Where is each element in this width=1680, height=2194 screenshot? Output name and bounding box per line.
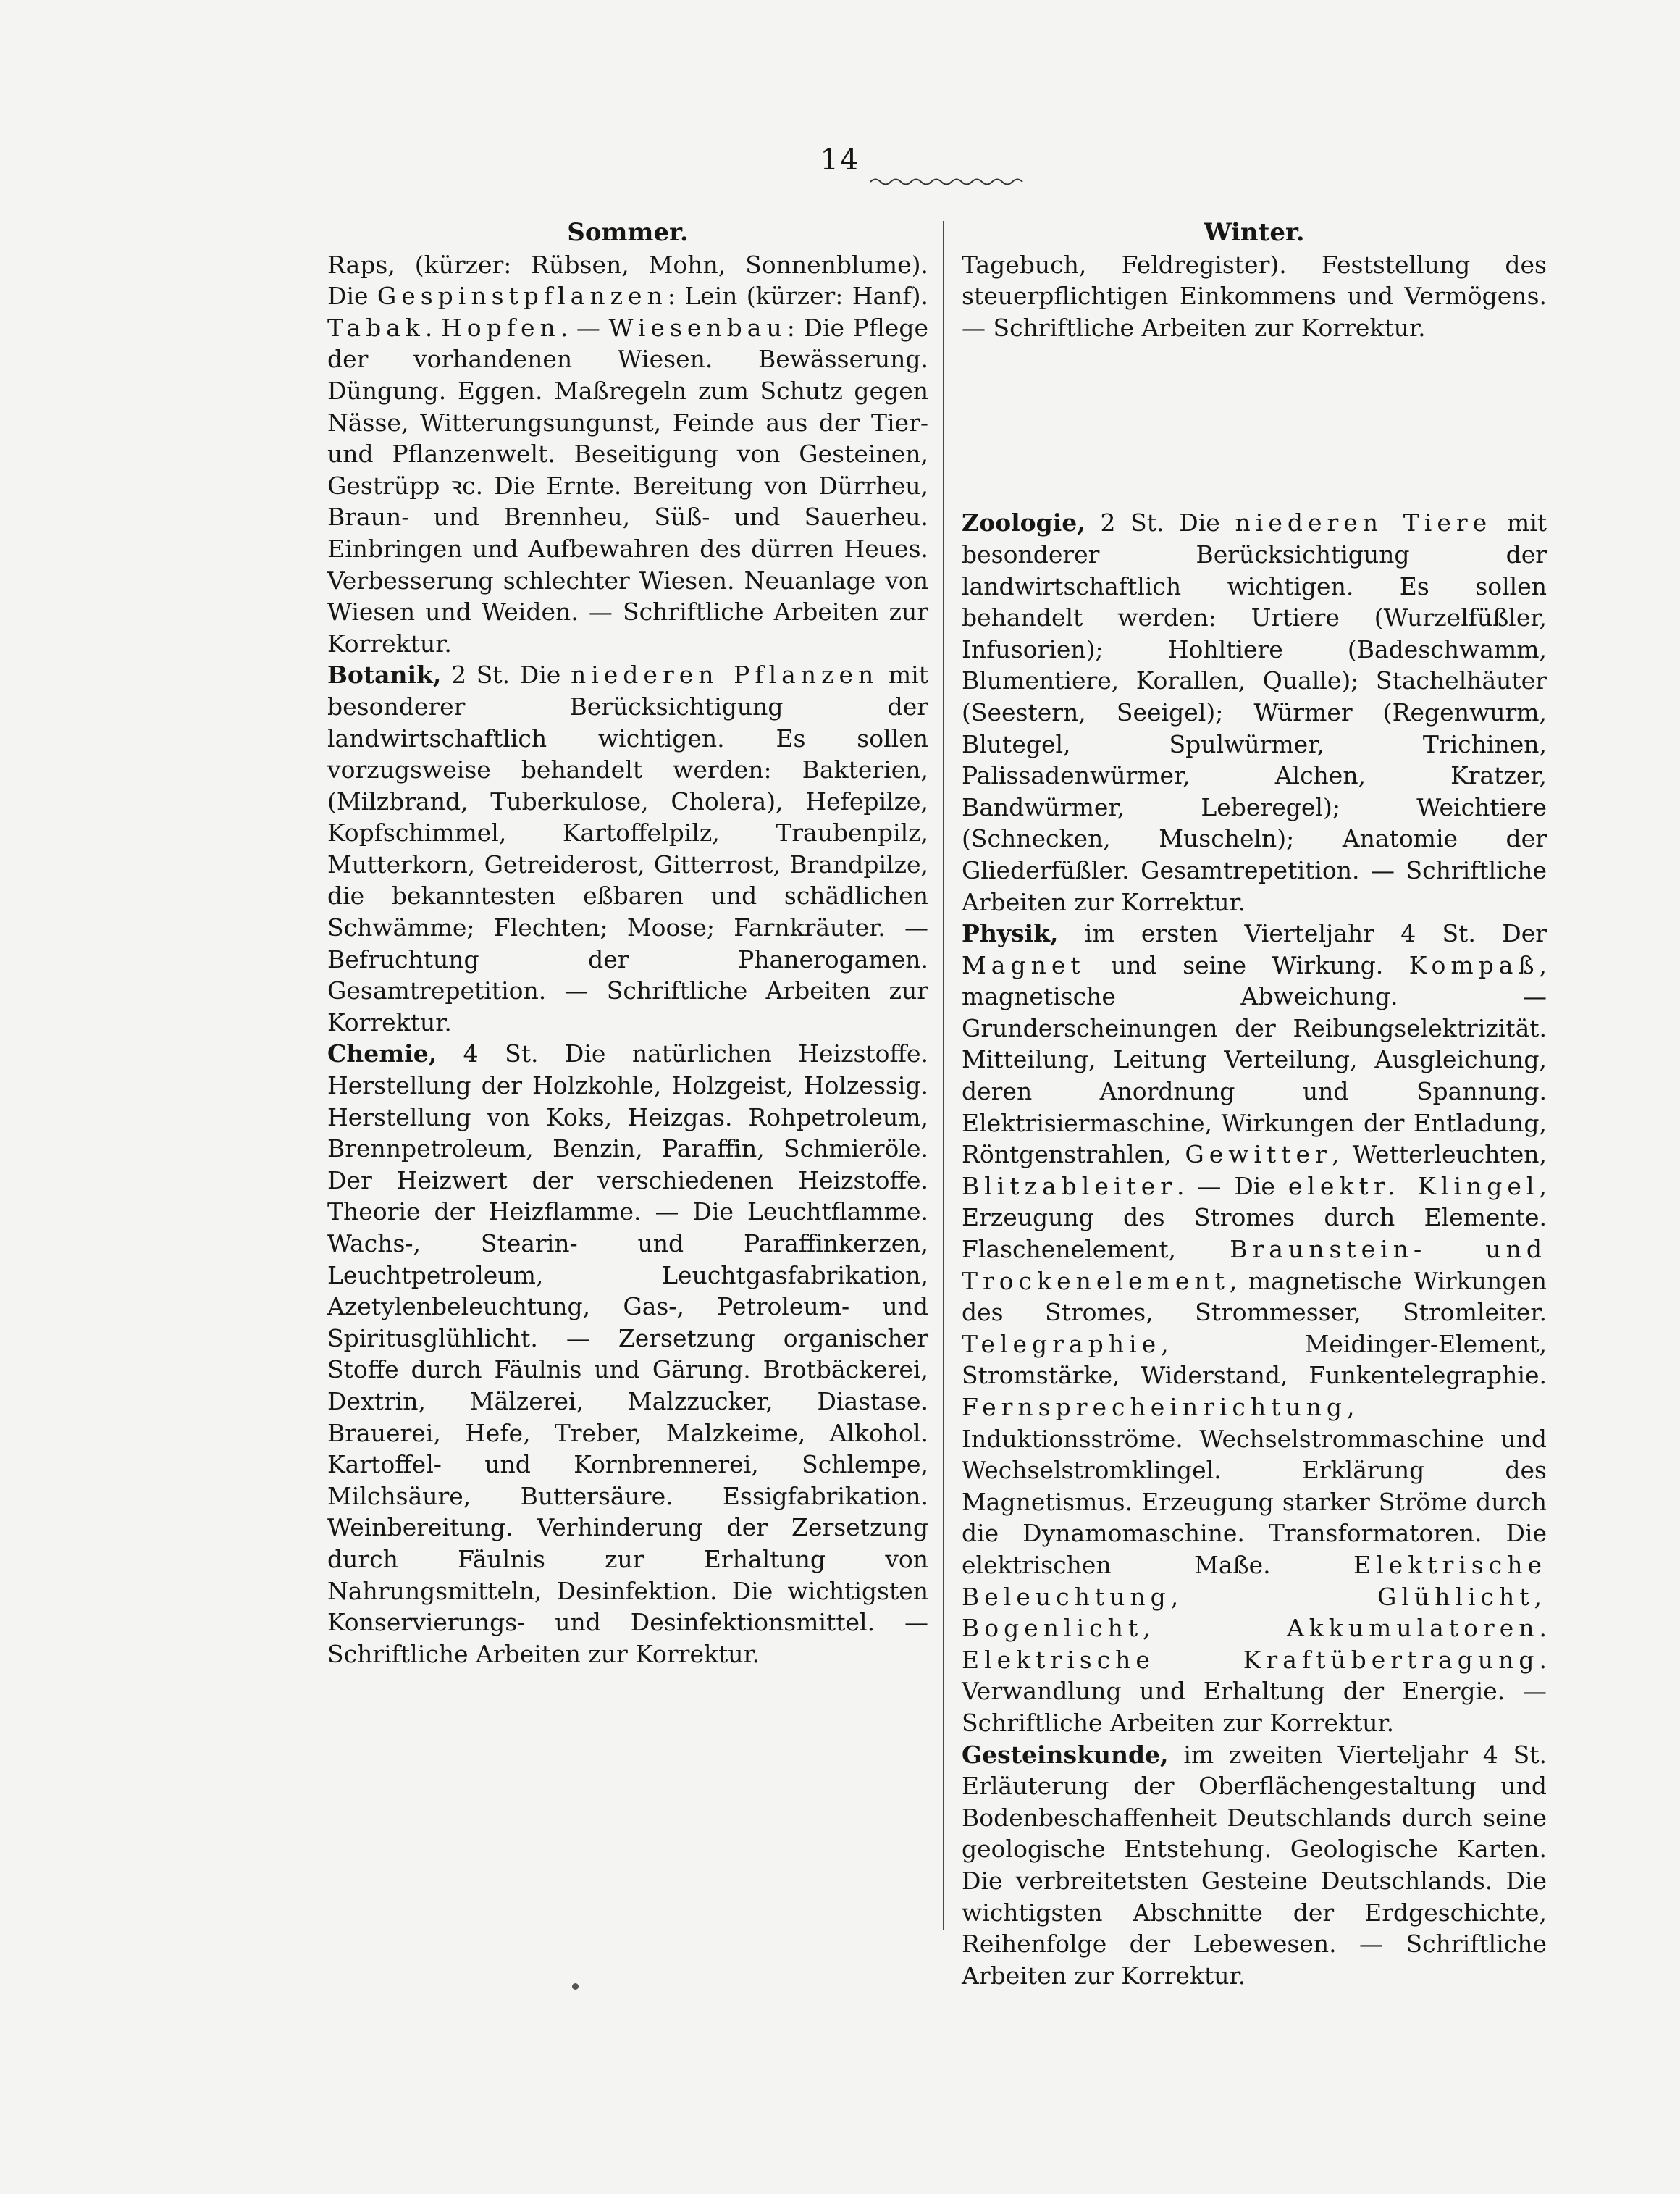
spaced-term: Elektrische Kraftübertragung bbox=[962, 1645, 1540, 1674]
spaced-term: Gewitter bbox=[1185, 1140, 1332, 1169]
text-run: , magnetische Wirkungen des Stromes, Strommesser, Stromleiter. bbox=[962, 1266, 1547, 1327]
paragraph-wiesenbau bbox=[327, 249, 928, 660]
text-run: und seine Wirkung. bbox=[1085, 950, 1409, 979]
paragraph-steuer: Tagebuch, Feldregister). Feststellung des steuerpflichtigen Einkommens und Vermögens. — Schriftliche Arbeiten zur Korrektur. bbox=[962, 250, 1547, 342]
subject-label-zoologie: Zoologie, bbox=[962, 508, 1085, 537]
paragraph-physik bbox=[962, 918, 1547, 1738]
text-run: 2 St. Die bbox=[441, 661, 571, 690]
wavy-ornament bbox=[869, 175, 1028, 185]
text-run: , Wetterleuchten, bbox=[1331, 1140, 1547, 1169]
text-run: . Verwandlung und Erhaltung der Energie. — Schriftliche Arbeiten zur Korrektur. bbox=[962, 1645, 1547, 1737]
subject-label-gesteinskunde: Gesteinskunde, bbox=[962, 1740, 1169, 1769]
spaced-term: Fernsprecheinrichtung bbox=[962, 1393, 1348, 1421]
blank-space bbox=[962, 343, 1547, 507]
text-run: , Erzeugung des Stromes durch Elemente. Flaschenelement, bbox=[962, 1171, 1547, 1264]
text-run: 2 St. Die bbox=[1085, 508, 1235, 537]
left-column bbox=[327, 217, 928, 1670]
paragraph-botanik bbox=[327, 659, 928, 1038]
spaced-term: Kompaß bbox=[1408, 950, 1540, 979]
text-run: mit besonderer Berücksichtigung der landwirtschaftlich wichtigen. Es sollen behandelt werden: Urtiere (Wurzelfüßler, Infusorien); Hohltiere (Badeschwamm, Blumentiere, Korallen, Qualle); Stachelhäuter (Seestern, Seeigel); Würmer (Regenwurm, Blutegel, Spulwürmer, Trichinen, Palissadenwürmer, Alchen, Kratzer, Bandwürmer, Leberegel); Weichtiere (Schnecken, Muscheln); Anatomie der Gliederfüßler. Gesamtrepetition. — Schriftliche Arbeiten zur Korrektur. bbox=[962, 508, 1547, 916]
spaced-term: Wiesenbau bbox=[608, 313, 787, 342]
column-heading-sommer: Sommer. bbox=[567, 218, 689, 247]
subject-label-physik: Physik, bbox=[962, 919, 1059, 948]
text-run: mit besonderer Berücksichtigung der landwirtschaftlich wichtigen. Es sollen vorzugsweise behandelt werden: Bakterien, (Milzbrand, Tuberkulose, Cholera), Hefepilze, Kopfschimmel, Kartoffelpilz, Traubenpilz, Mutterkorn, Getreiderost, Gitterrost, Brandpilze, die bekanntesten eßbaren und schädlichen Schwämme; Flechten; Moose; Farnkräuter. — Befruchtung der Phanerogamen. Gesamtrepetition. — Schriftliche Arbeiten zur Korrektur. bbox=[327, 661, 928, 1037]
subject-label-botanik: Botanik, bbox=[327, 661, 442, 690]
paragraph-gesteinskunde bbox=[962, 1739, 1547, 1992]
spaced-term: Tabak bbox=[327, 313, 425, 342]
text-run: . — Die bbox=[1177, 1171, 1288, 1200]
text-run: Raps, (kürzer: Rübsen, Mohn, Sonnenblume). Die bbox=[327, 250, 928, 311]
spaced-term: niederen Pflanzen bbox=[570, 661, 879, 690]
right-column bbox=[962, 217, 1547, 1991]
spaced-term: Gespinstpflanzen bbox=[377, 282, 668, 311]
paragraph-chemie bbox=[327, 1038, 928, 1670]
spaced-term: Elektrische Beleuchtung, Glühlicht, Bogenlicht, Akkumulatoren bbox=[962, 1550, 1547, 1643]
spaced-term: Hopfen bbox=[441, 313, 560, 342]
column-heading-winter: Winter. bbox=[1204, 218, 1305, 247]
text-run: im zweiten Vierteljahr 4 St. Erläuterung der Oberflächengestaltung und Bodenbeschaffenheit Deutschlands durch seine geologische Entstehung. Geologische Karten. Die verbreitetsten Gesteine Deutschlands. Die wichtigsten Abschnitte der Erdgeschichte, Reihenfolge der Lebewesen. — Schriftliche Arbeiten zur Korrektur. bbox=[962, 1740, 1547, 1990]
text-run: . bbox=[1539, 1614, 1547, 1643]
paragraph-zoologie bbox=[962, 507, 1547, 918]
text-run: : Die Pflege der vorhandenen Wiesen. Bewässerung. Düngung. Eggen. Maßregeln zum Schutz gegen Nässe, Witterungsungunst, Feinde aus der Tier- und Pflanzenwelt. Beseitigung von Gesteinen, Gestrüpp ꝛc. Die Ernte. Bereitung von Dürrheu, Braun- und Brennheu, Süß- und Sauerheu. Einbringen und Aufbewahren des dürren Heues. Verbesserung schlechter Wiesen. Neuanlage von Wiesen und Weiden. — Schriftliche Arbeiten zur Korrektur. bbox=[327, 313, 928, 658]
column-divider bbox=[943, 221, 944, 1930]
spaced-term: Magnet bbox=[962, 950, 1085, 979]
text-run: , Induktionsströme. Wechselstrommaschine und Wechselstromklingel. Erklärung des Magnetismus. Erzeugung starker Ströme durch die Dynamomaschine. Transformatoren. Die elektrischen Maße. bbox=[962, 1393, 1547, 1579]
spaced-term: niederen Tiere bbox=[1235, 508, 1492, 537]
spaced-term: elektr. Klingel bbox=[1288, 1171, 1540, 1200]
text-run: im ersten Vierteljahr 4 St. Der bbox=[1058, 919, 1547, 948]
spaced-term: Braunstein- und Trockenelement bbox=[962, 1235, 1547, 1295]
spaced-term: Blitzableiter bbox=[962, 1171, 1177, 1200]
text-run: , magnetische Abweichung. — Grunderscheinungen der Reibungselektrizität. Mitteilung, Leitung Verteilung, Ausgleichung, deren Anordnung und Spannung. Elektrisiermaschine, Wirkungen der Entladung, Röntgenstrahlen, bbox=[962, 950, 1547, 1169]
text-run: : Lein (kürzer: Hanf). bbox=[667, 282, 928, 311]
text-run: , Meidinger-Element, Stromstärke, Widerstand, Funkentelegraphie. bbox=[962, 1329, 1547, 1390]
text-run: . bbox=[424, 313, 442, 342]
text-run: 4 St. Die natürlichen Heizstoffe. Herstellung der Holzkohle, Holzgeist, Holzessig. Herstellung von Koks, Heizgas. Rohpetroleum, Brennpetroleum, Benzin, Paraffin, Schmieröle. Der Heizwert der verschiedenen Heizstoffe. Theorie der Heizflamme. — Die Leuchtflamme. Wachs-, Stearin- und Paraffinkerzen, Leuchtpetroleum, Leuchtgasfabrikation, Azetylenbeleuchtung, Gas-, Petroleum- und Spiritusglühlicht. — Zersetzung organischer Stoffe durch Fäulnis und Gärung. Brotbäckerei, Dextrin, Mälzerei, Malzzucker, Diastase. Brauerei, Hefe, Treber, Malzkeime, Alkohol. Kartoffel- und Kornbrennerei, Schlempe, Milchsäure, Buttersäure. Essigfabrikation. Weinbereitung. Verhinderung der Zersetzung durch Fäulnis zur Erhaltung von Nahrungsmitteln, Desinfektion. Die wichtigsten Konservierungs- und Desinfektionsmittel. — Schriftliche Arbeiten zur Korrektur. bbox=[327, 1039, 928, 1668]
text-run: . — bbox=[560, 313, 609, 342]
page-number: 14 bbox=[820, 143, 860, 177]
subject-label-chemie: Chemie, bbox=[327, 1039, 437, 1068]
spaced-term: Telegraphie bbox=[962, 1329, 1162, 1358]
paper-speck bbox=[572, 1983, 579, 1990]
